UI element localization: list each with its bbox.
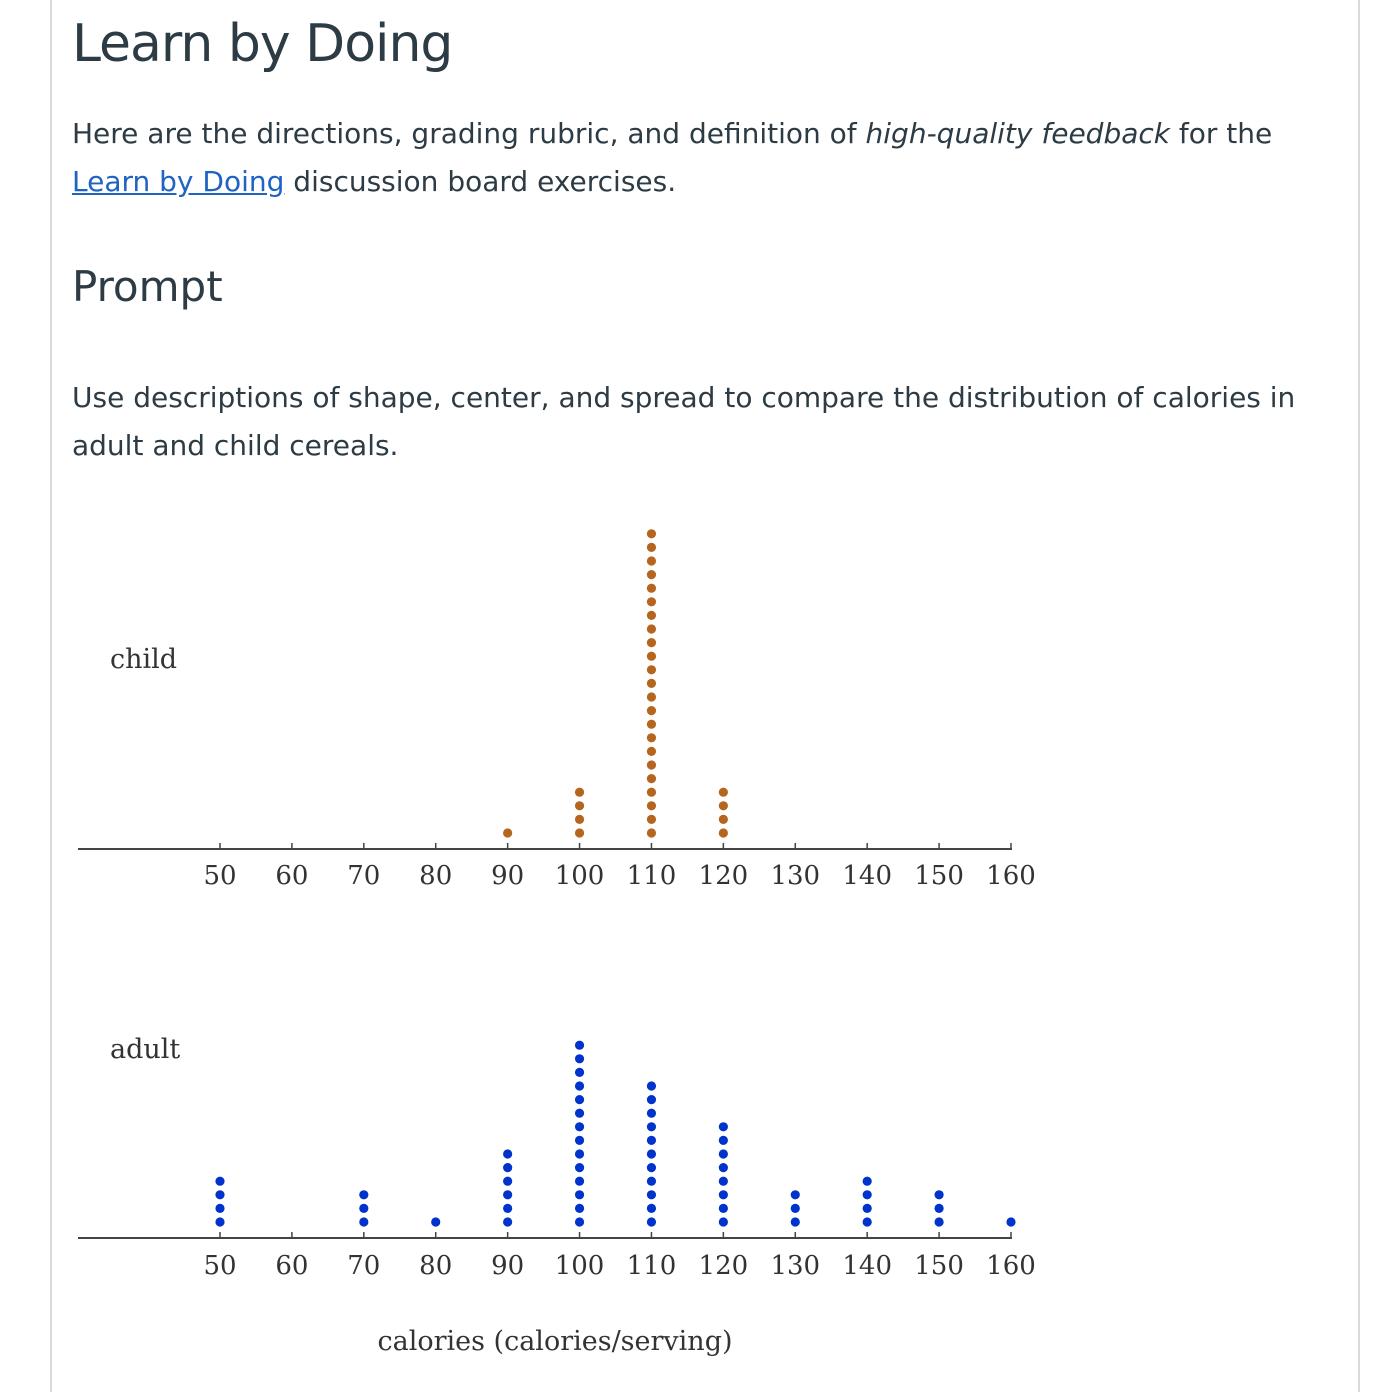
child-dot (647, 638, 656, 647)
adult-dot (647, 1163, 656, 1172)
adult-dot (215, 1190, 224, 1199)
child-dot (719, 828, 728, 837)
child-dot (647, 692, 656, 701)
child-tick-label: 90 (491, 861, 525, 891)
adult-tick-label: 130 (770, 1251, 821, 1281)
child-tick-label: 110 (626, 861, 677, 891)
adult-dot (863, 1204, 872, 1213)
adult-dot (359, 1190, 368, 1199)
adult-dot (647, 1081, 656, 1090)
prompt-text: Use descriptions of shape, center, and spread to compare the distribution of calories in adult and child cereals. (72, 381, 1296, 462)
adult-dot (647, 1136, 656, 1145)
adult-dot (647, 1204, 656, 1213)
page-title: Learn by Doing (72, 14, 453, 74)
x-axis-label: calories (calories/serving) (377, 1326, 733, 1357)
adult-dot (791, 1217, 800, 1226)
child-dot (647, 570, 656, 579)
adult-dot (863, 1177, 872, 1186)
adult-dot (863, 1217, 872, 1226)
adult-dot (575, 1122, 584, 1131)
adult-dot (215, 1204, 224, 1213)
adult-dot (575, 1095, 584, 1104)
child-tick-label: 70 (347, 861, 381, 891)
child-dot (647, 760, 656, 769)
child-dot (647, 543, 656, 552)
child-dot (575, 801, 584, 810)
intro-text-2: for the (1170, 117, 1273, 150)
child-dot (647, 706, 656, 715)
adult-dot (719, 1190, 728, 1199)
adult-dot (719, 1217, 728, 1226)
child-dot (647, 720, 656, 729)
adult-dot (575, 1217, 584, 1226)
prompt-heading: Prompt (72, 262, 223, 311)
child-tick-label: 50 (203, 861, 237, 891)
adult-dot (934, 1217, 943, 1226)
adult-dot (719, 1177, 728, 1186)
adult-dot (575, 1109, 584, 1118)
adult-dot (719, 1204, 728, 1213)
child-dot (647, 747, 656, 756)
adult-dot (647, 1109, 656, 1118)
child-dot (647, 828, 656, 837)
adult-dot (575, 1177, 584, 1186)
child-dot (647, 679, 656, 688)
adult-dot (719, 1163, 728, 1172)
child-dot (647, 788, 656, 797)
intro-emphasis: high-quality feedback (865, 117, 1170, 150)
adult-dot (503, 1190, 512, 1199)
child-dot (647, 774, 656, 783)
child-dot (575, 788, 584, 797)
adult-dot (647, 1177, 656, 1186)
child-dot (647, 815, 656, 824)
child-dot (719, 801, 728, 810)
adult-dot (863, 1190, 872, 1199)
learn-by-doing-link[interactable]: Learn by Doing (72, 165, 285, 198)
child-dot (647, 597, 656, 606)
adult-tick-label: 160 (986, 1251, 1036, 1281)
adult-dot (575, 1204, 584, 1213)
adult-dot (503, 1177, 512, 1186)
adult-dot (647, 1122, 656, 1131)
adult-tick-label: 110 (626, 1251, 677, 1281)
adult-dot (719, 1136, 728, 1145)
adult-dot (575, 1136, 584, 1145)
adult-dot (1006, 1217, 1015, 1226)
child-tick-label: 100 (554, 861, 605, 891)
adult-dot (791, 1204, 800, 1213)
adult-dot (719, 1149, 728, 1158)
child-dot (647, 624, 656, 633)
adult-tick-label: 70 (347, 1251, 381, 1281)
child-dot (719, 788, 728, 797)
adult-dot (215, 1217, 224, 1226)
adult-dot (575, 1163, 584, 1172)
adult-dot (359, 1204, 368, 1213)
child-tick-label: 160 (986, 861, 1036, 891)
child-dot (575, 815, 584, 824)
adult-tick-label: 120 (698, 1251, 749, 1281)
child-dot (647, 584, 656, 593)
child-dot (647, 529, 656, 538)
child-dot (647, 652, 656, 661)
adult-dot (647, 1190, 656, 1199)
adult-dot (431, 1217, 440, 1226)
adult-dot (791, 1190, 800, 1199)
intro-text-1: Here are the directions, grading rubric, and definition of (72, 117, 866, 150)
child-dot (575, 828, 584, 837)
adult-dot (503, 1217, 512, 1226)
adult-dot (503, 1204, 512, 1213)
adult-tick-label: 60 (275, 1251, 309, 1281)
adult-tick-label: 50 (203, 1251, 237, 1281)
child-dot (647, 611, 656, 620)
adult-dot (647, 1149, 656, 1158)
child-tick-label: 140 (842, 861, 893, 891)
adult-dot (647, 1217, 656, 1226)
adult-dot (647, 1095, 656, 1104)
adult-dot (934, 1190, 943, 1199)
child-tick-label: 130 (770, 861, 821, 891)
adult-dot (575, 1054, 584, 1063)
adult-dot (575, 1190, 584, 1199)
adult-tick-label: 100 (554, 1251, 605, 1281)
child-tick-label: 80 (419, 861, 453, 891)
adult-dot (575, 1041, 584, 1050)
child-dot (647, 801, 656, 810)
adult-dot (503, 1149, 512, 1158)
child-series-label: child (110, 644, 178, 675)
adult-dot (503, 1163, 512, 1172)
intro-text-3: discussion board exercises. (284, 165, 677, 198)
child-tick-label: 120 (698, 861, 749, 891)
child-tick-label: 150 (914, 861, 964, 891)
adult-tick-label: 150 (914, 1251, 964, 1281)
child-dot (647, 665, 656, 674)
child-dot (647, 556, 656, 565)
adult-dot (575, 1068, 584, 1077)
adult-dot (359, 1217, 368, 1226)
adult-tick-label: 80 (419, 1251, 453, 1281)
adult-dot (215, 1177, 224, 1186)
child-dot (503, 828, 512, 837)
adult-tick-label: 140 (842, 1251, 893, 1281)
child-dot (719, 815, 728, 824)
adult-tick-label: 90 (491, 1251, 525, 1281)
adult-dot (575, 1081, 584, 1090)
adult-series-label: adult (110, 1034, 181, 1065)
child-dot (647, 733, 656, 742)
child-tick-label: 60 (275, 861, 309, 891)
adult-dot (575, 1149, 584, 1158)
adult-dot (934, 1204, 943, 1213)
adult-dot (719, 1122, 728, 1131)
